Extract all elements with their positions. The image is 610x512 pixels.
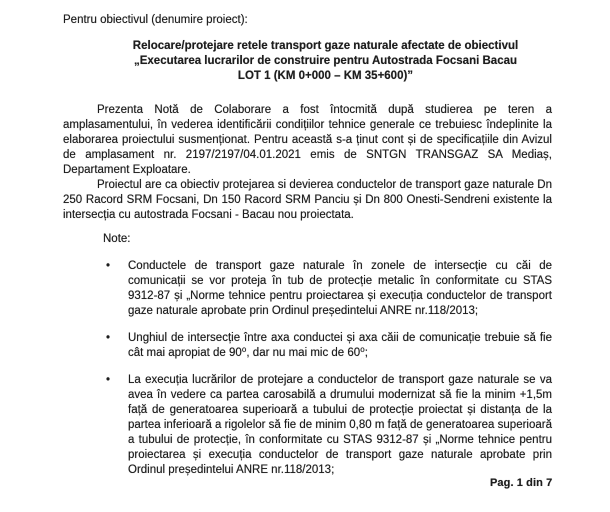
note-item-intersection-angle: • Unghiul de intersecție între axa conductei și axa căii de comunicație trebuie să fie cât mai apropiat de 90⁰, dar nu mai mic de 60⁰;: [128, 331, 552, 361]
note-section-label: Note:: [103, 233, 131, 245]
page-number-indicator: Pag. 1 din 7: [490, 477, 553, 489]
paragraph-project-objective: Proiectul are ca obiectiv protejarea si devierea conductelor de transport gaze naturale Dn 250 Racord SRM Focsani, Dn 150 Racord SRM Panciu și Dn 800 Onesti-Sendreni existente la intersecția cu autostrada Focsani - Bacau nou proiectata.: [63, 179, 552, 221]
project-objective-label: Pentru obiectivul (denumire proiect):: [63, 14, 248, 26]
title-line-3: LOT 1 (KM 0+000 – KM 35+600)”: [237, 70, 414, 82]
title-line-2: „Executarea lucrarilor de construire pentru Autostrada Focsani Bacau: [133, 55, 518, 67]
document-title: [99, 39, 552, 84]
notes-list: [63, 259, 552, 478]
title-line-1: Relocare/protejare retele transport gaze naturale afectate de obiectivul: [132, 40, 519, 52]
paragraph-collaboration-note: Prezenta Notă de Colaborare a fost întocmită după studierea pe teren a amplasamentului, în vederea identificării condițiilor tehnice generale ce trebuiesc îndeplinite la elaborarea proiectului susmenționat. Pentru această s-a ținut cont și de specificațiile din Avizul de amplasament nr. 2197/2197/04.01.2021 emis de SNTGN TRANSGAZ SA Mediaș, Departament Exploatare.: [63, 104, 552, 176]
note-item-execution-depths: • La execuția lucrărilor de protejare a conductelor de transport gaze naturale se va avea în vedere ca partea carosabilă a drumului modernizat să fie la minim +1,5m față de generatoarea superioară a tubului de protecție proiectat și distanța de la partea inferioară a rigolelor să fie de minim 0,80 m față de generatoarea superioară a tubului de protecție, în conformitate cu STAS 9312-87 și „Norme tehnice pentru proiectarea și execuția conductelor de transport gaze naturale aprobate prin Ordinul președintelui ANRE nr.118/2013;: [128, 373, 552, 478]
note-item-protection-tube: • Conductele de transport gaze naturale în zonele de intersecție cu căi de comunicații se vor proteja în tub de protecție metalic în conformitate cu STAS 9312-87 și „Norme tehnice pentru proiectarea și execuția conductelor de transport gaze naturale aprobate prin Ordinul președintelui ANRE nr.118/2013;: [128, 259, 552, 319]
